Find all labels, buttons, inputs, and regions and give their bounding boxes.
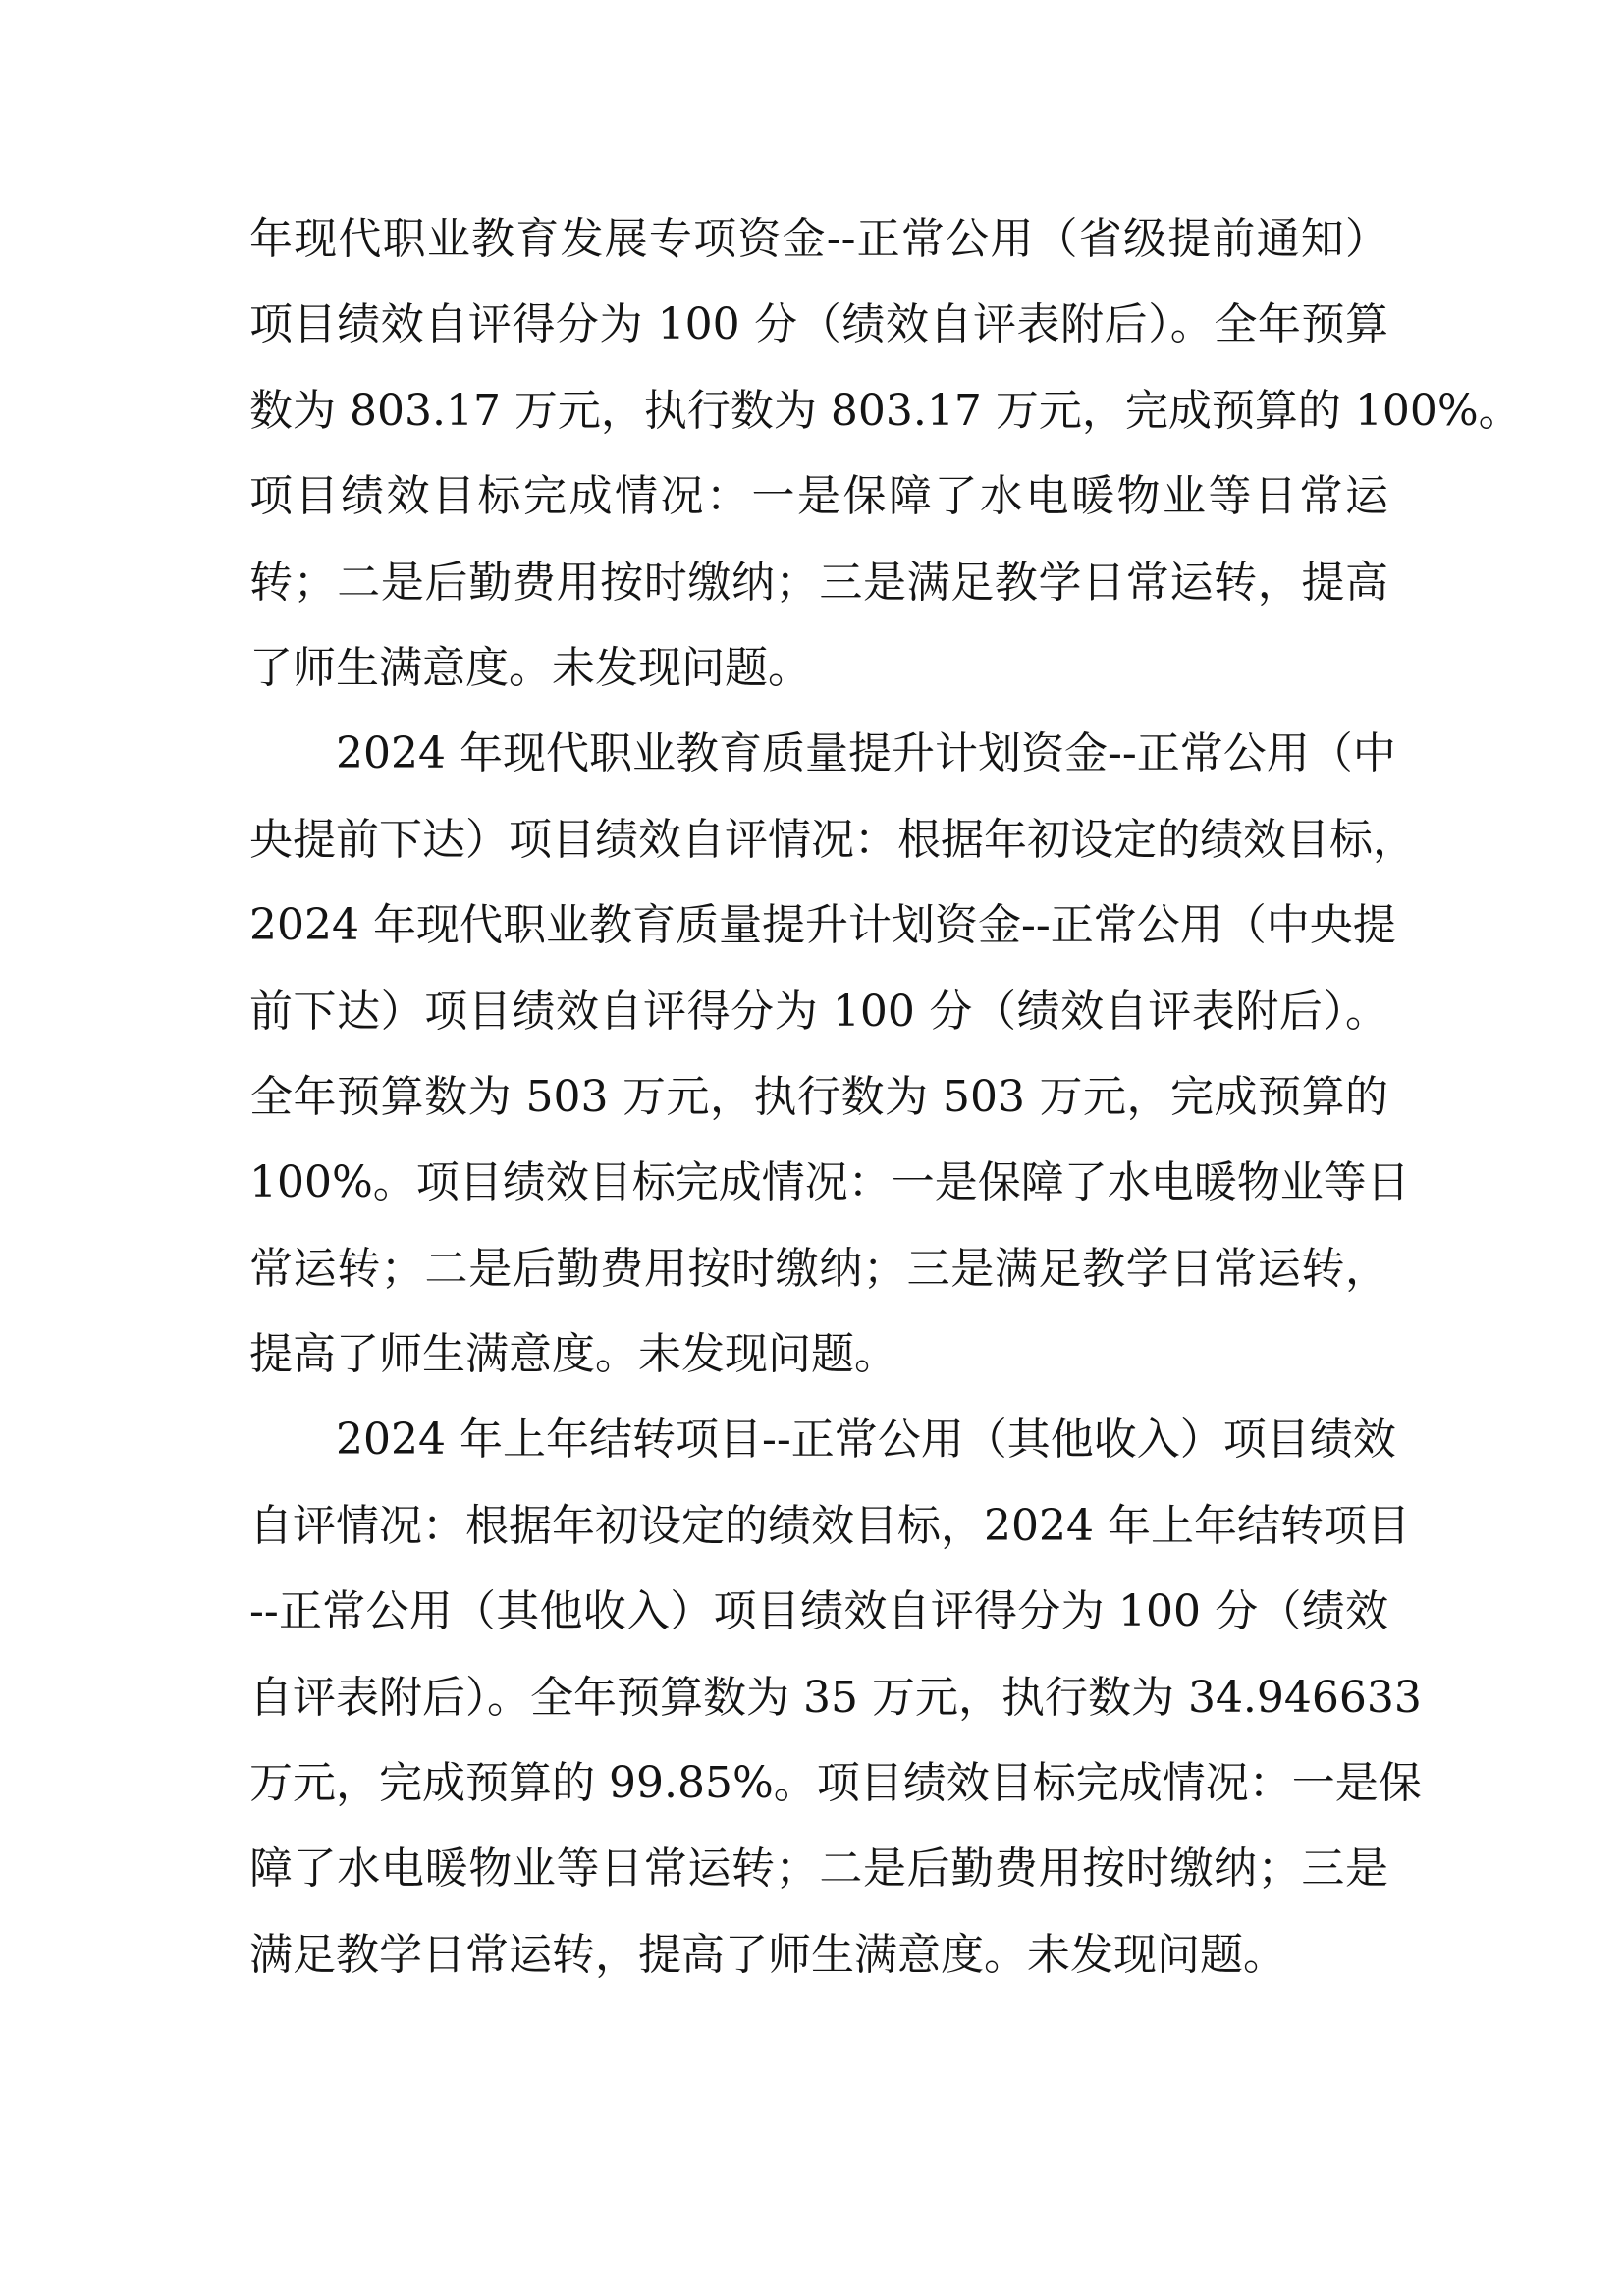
text-line: --正常公用（其他收入）项目绩效自评得分为 100 分（绩效	[249, 1586, 1388, 1637]
paragraph-carryover-project	[249, 1397, 1422, 1998]
document-body	[249, 196, 1522, 1998]
text-line: 全年预算数为 503 万元，执行数为 503 万元，完成预算的	[249, 1071, 1388, 1122]
text-line: 万元，完成预算的 99.85%。项目绩效目标完成情况：一是保	[249, 1758, 1422, 1809]
text-line: 障了水电暖物业等日常运转；二是后勤费用按时缴纳；三是	[249, 1843, 1388, 1895]
text-line: 项目绩效自评得分为 100 分（绩效自评表附后）。全年预算	[249, 299, 1388, 350]
text-line: 年现代职业教育发展专项资金--正常公用（省级提前通知）	[249, 214, 1388, 264]
text-line: 转；二是后勤费用按时缴纳；三是满足教学日常运转，提高	[249, 557, 1388, 608]
text-line: 前下达）项目绩效自评得分为 100 分（绩效自评表附后）。	[249, 986, 1388, 1037]
text-line: 2024 年现代职业教育质量提升计划资金--正常公用（中	[336, 728, 1396, 779]
paragraph-provincial-fund	[249, 196, 1522, 711]
text-line: 常运转；二是后勤费用按时缴纳；三是满足教学日常运转，	[249, 1243, 1388, 1294]
text-line: 数为 803.17 万元，执行数为 803.17 万元，完成预算的 100%。	[249, 385, 1522, 436]
text-line: 2024 年上年结转项目--正常公用（其他收入）项目绩效	[336, 1415, 1396, 1466]
text-line: 央提前下达）项目绩效自评情况：根据年初设定的绩效目标，	[249, 814, 1416, 865]
paragraph-central-fund	[249, 711, 1416, 1397]
text-line: 满足教学日常运转，提高了师生满意度。未发现问题。	[249, 1929, 1286, 1980]
text-line: 2024 年现代职业教育质量提升计划资金--正常公用（中央提	[249, 900, 1396, 951]
text-line: 自评表附后）。全年预算数为 35 万元，执行数为 34.946633	[249, 1672, 1422, 1723]
text-line: 提高了师生满意度。未发现问题。	[249, 1329, 897, 1380]
text-line: 100%。项目绩效目标完成情况：一是保障了水电暖物业等日	[249, 1157, 1410, 1208]
text-line: 项目绩效目标完成情况：一是保障了水电暖物业等日常运	[249, 471, 1388, 522]
text-line: 了师生满意度。未发现问题。	[249, 642, 811, 693]
text-line: 自评情况：根据年初设定的绩效目标，2024 年上年结转项目	[249, 1500, 1410, 1551]
